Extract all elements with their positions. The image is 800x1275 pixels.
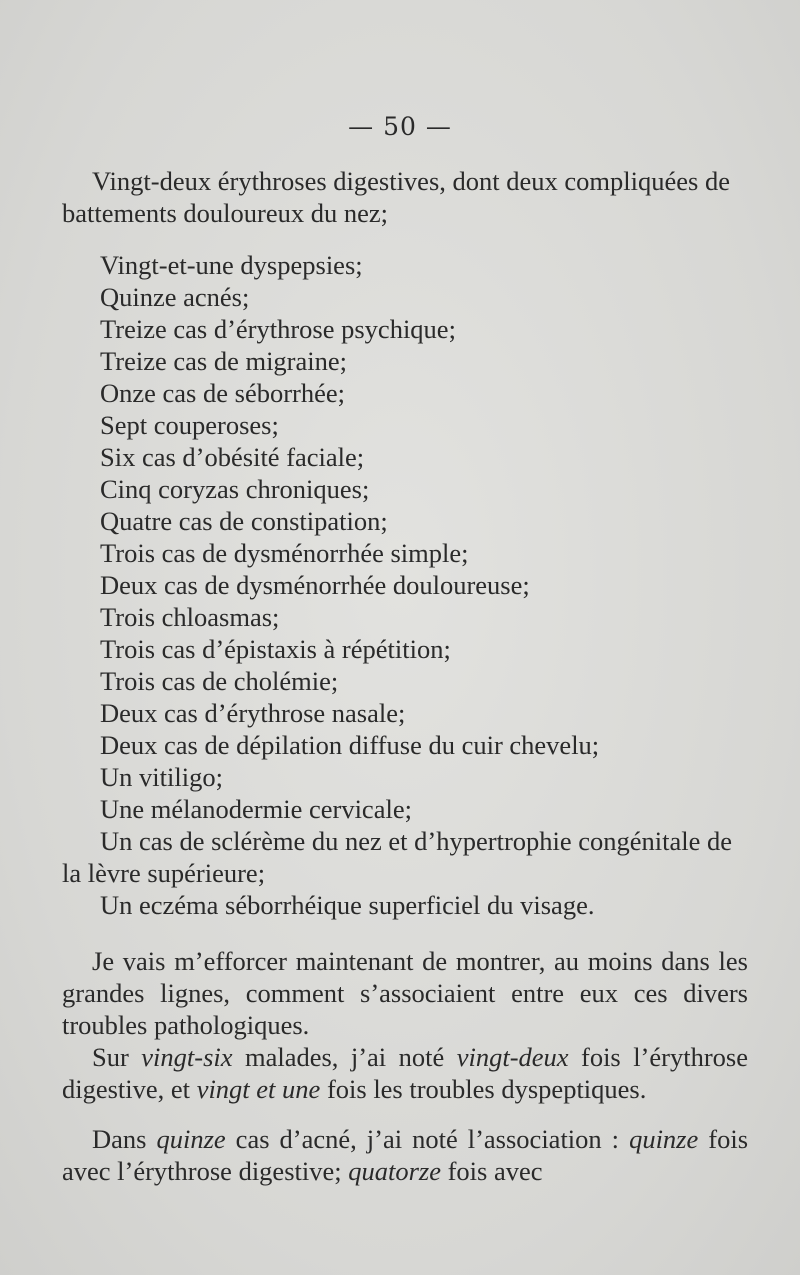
- list-item: Deux cas de dysménorrhée douloureuse;: [100, 570, 530, 600]
- list-item: Six cas d’obésité faciale;: [100, 442, 365, 472]
- list-item: Vingt-et-une dyspepsies;: [100, 250, 363, 280]
- italic-run: quatorze: [348, 1156, 441, 1186]
- paragraph-1: Je vais m’efforcer maintenant de montrer, au moins dans les grandes lignes, comment s’associaient entre eux ces divers troubles pathologiques.: [62, 946, 748, 1040]
- list-item: Trois chloasmas;: [100, 602, 280, 632]
- case-list: [62, 249, 748, 921]
- paragraph-gap: [62, 1105, 748, 1123]
- text-run: malades, j’ai noté: [232, 1042, 457, 1072]
- list-item: Quatre cas de constipation;: [100, 506, 388, 536]
- intro-paragraph: Vingt-deux érythroses digestives, dont deux compliquées de battements douloureux du nez;: [62, 166, 730, 228]
- text-run: fois les troubles dyspeptiques.: [320, 1074, 647, 1104]
- list-item: Trois cas de dysménorrhée simple;: [100, 538, 469, 568]
- list-item: Deux cas d’érythrose nasale;: [100, 698, 406, 728]
- list-item: Cinq coryzas chroniques;: [100, 474, 370, 504]
- italic-run: quinze: [156, 1124, 226, 1154]
- list-item: Sept couperoses;: [100, 410, 279, 440]
- text-run: Sur: [92, 1042, 142, 1072]
- italic-run: vingt et une: [196, 1074, 321, 1104]
- page-number: — 50 —: [348, 112, 452, 141]
- list-item: Trois cas d’épistaxis à répétition;: [100, 634, 451, 664]
- list-item: Une mélanodermie cervicale;: [100, 794, 412, 824]
- text-run: Dans: [92, 1124, 157, 1154]
- page-body: [62, 165, 748, 1187]
- text-run: cas d’acné, j’ai noté l’association :: [225, 1124, 630, 1154]
- list-item: Un vitiligo;: [100, 762, 223, 792]
- list-item: Un eczéma séborrhéique superficiel du visage.: [100, 890, 595, 920]
- text-run: fois avec l’érythrose digestive;: [62, 1124, 749, 1186]
- list-item: Onze cas de séborrhée;: [100, 378, 345, 408]
- list-item: Treize cas de migraine;: [100, 346, 348, 376]
- italic-run: vingt-six: [141, 1042, 233, 1072]
- list-item: Deux cas de dépilation diffuse du cuir chevelu;: [100, 730, 600, 760]
- text-run: fois avec: [440, 1156, 543, 1186]
- paragraph-2: [62, 1041, 748, 1105]
- list-item: Quinze acnés;: [100, 282, 250, 312]
- paragraph-3: [62, 1123, 748, 1187]
- text-run: fois l’érythrose digestive, et: [62, 1042, 748, 1104]
- italic-run: vingt-deux: [456, 1042, 569, 1072]
- italic-run: quinze: [629, 1124, 699, 1154]
- list-item: Un cas de sclérème du nez et d’hypertrophie congénitale de la lèvre supérieure;: [62, 826, 733, 888]
- list-item: Trois cas de cholémie;: [100, 666, 339, 696]
- list-item: Treize cas d’érythrose psychique;: [100, 314, 456, 344]
